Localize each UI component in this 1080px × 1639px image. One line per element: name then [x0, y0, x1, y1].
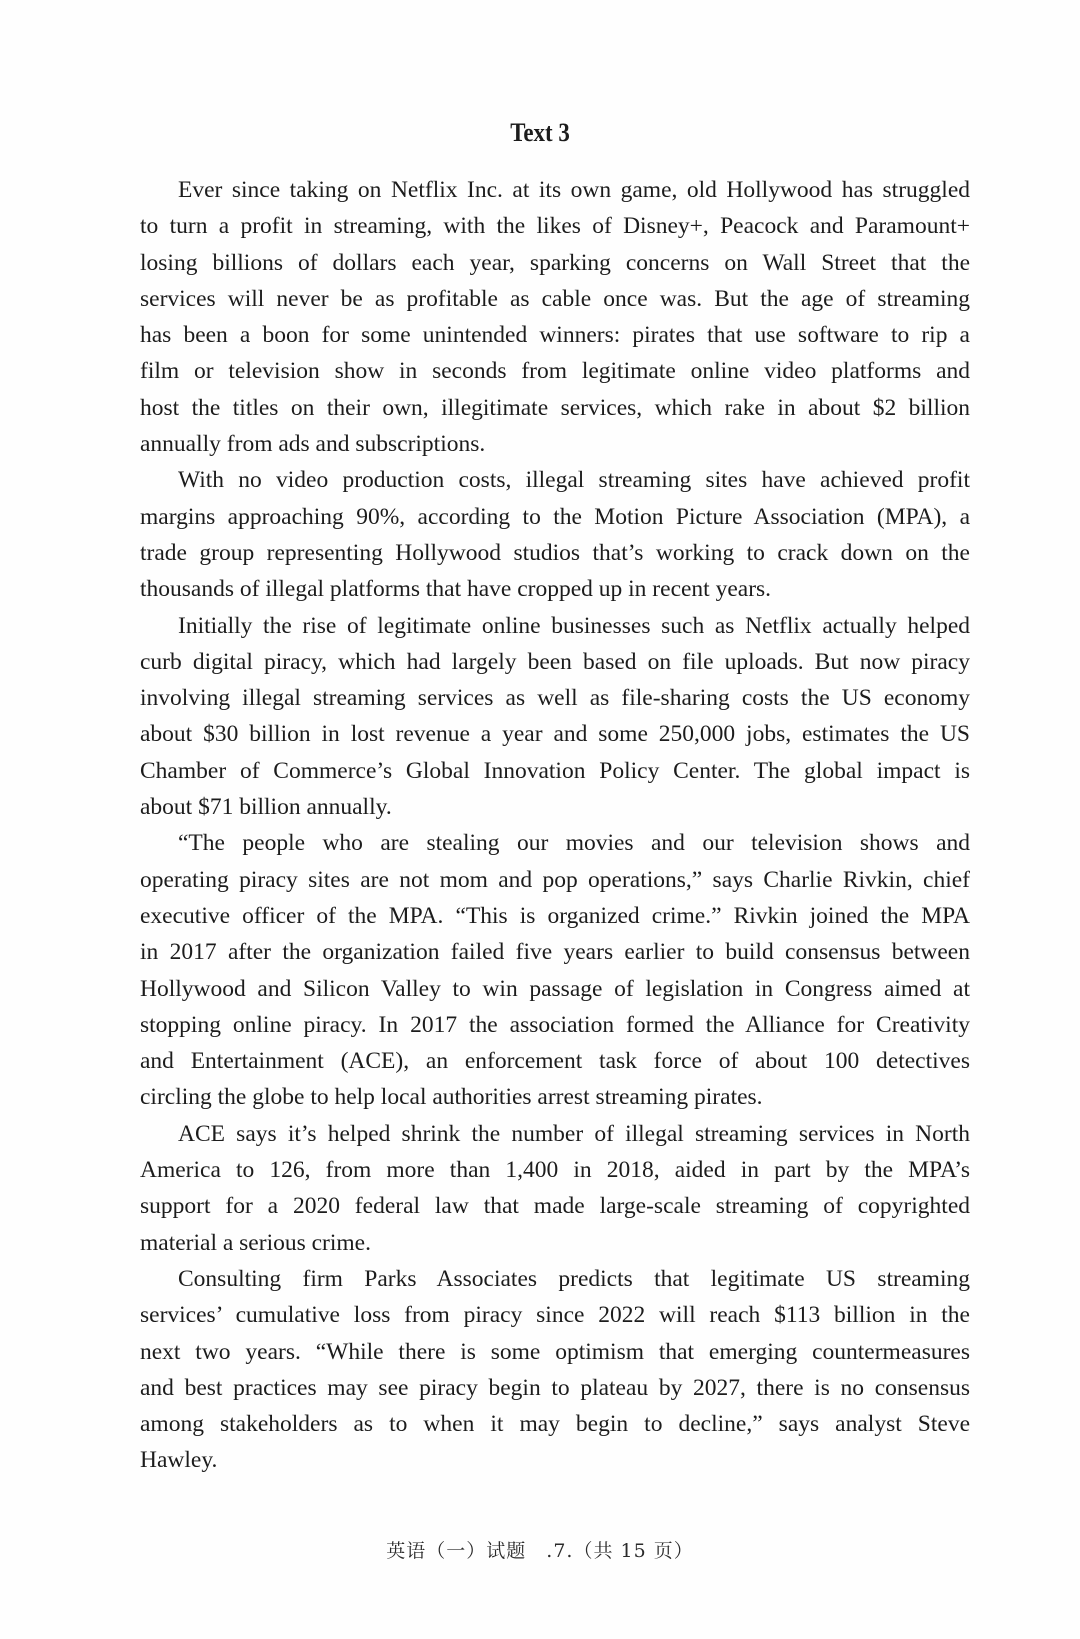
paragraph-line: curb digital piracy, which had largely been based on file uploads. But now piracy [140, 648, 970, 675]
section-title: Text 3 [510, 118, 570, 147]
paragraph-line: services’ cumulative loss from piracy since 2022 will reach $113 billion in the [140, 1302, 970, 1329]
paragraph [140, 1116, 970, 1261]
paragraph [140, 172, 970, 462]
paragraph-line: about $30 billion in lost revenue a year and some 250,000 jobs, estimates the US [140, 721, 970, 748]
paragraph-line: next two years. “While there is some optimism that emerging countermeasures [140, 1338, 970, 1365]
paragraph-line: support for a 2020 federal law that made large-scale streaming of copyrighted [140, 1193, 970, 1220]
paragraph-line: annually from ads and subscriptions. [140, 431, 486, 458]
paragraph-line: film or television show in seconds from legitimate online video platforms and [140, 358, 970, 385]
paragraph-line: stopping online piracy. In 2017 the association formed the Alliance for Creativity [140, 1011, 970, 1038]
paragraph-line: circling the globe to help local authorities arrest streaming pirates. [140, 1084, 763, 1111]
paragraph-line: has been a boon for some unintended winners: pirates that use software to rip a [140, 322, 970, 349]
paragraph-line: America to 126, from more than 1,400 in 2018, aided in part by the MPA’s [140, 1157, 970, 1184]
paragraph [140, 1261, 970, 1479]
paragraph-line: Initially the rise of legitimate online businesses such as Netflix actually helped [178, 612, 970, 639]
paragraph-line: margins approaching 90%, according to the Motion Picture Association (MPA), a [140, 503, 970, 530]
paragraph-line: and Entertainment (ACE), an enforcement task force of about 100 detectives [140, 1048, 970, 1075]
paragraph-line: “The people who are stealing our movies and our television shows and [178, 830, 970, 857]
paragraph-line: Chamber of Commerce’s Global Innovation Policy Center. The global impact is [140, 757, 970, 784]
paragraph-line: to turn a profit in streaming, with the likes of Disney+, Peacock and Paramount+ [140, 213, 970, 240]
paragraph-line: about $71 billion annually. [140, 794, 392, 821]
paragraph-line: With no video production costs, illegal streaming sites have achieved profit [178, 467, 970, 494]
paragraph-line: Hawley. [140, 1447, 218, 1474]
paragraph-line: host the titles on their own, illegitimate services, which rake in about $2 billion [140, 394, 970, 421]
paragraph-line: trade group representing Hollywood studios that’s working to crack down on the [140, 539, 970, 566]
paragraph-line: Consulting firm Parks Associates predicts that legitimate US streaming [178, 1265, 970, 1292]
paragraph [140, 825, 970, 1115]
paragraph-line: executive officer of the MPA. “This is organized crime.” Rivkin joined the MPA [140, 902, 970, 929]
paragraph-line: involving illegal streaming services as well as file-sharing costs the US economy [140, 685, 970, 712]
paragraph-line: Ever since taking on Netflix Inc. at its own game, old Hollywood has struggled [178, 177, 970, 203]
paragraph-line: material a serious crime. [140, 1229, 371, 1256]
paragraph-line: services will never be as profitable as cable once was. But the age of streaming [140, 285, 970, 312]
paragraph-line: thousands of illegal platforms that have cropped up in recent years. [140, 576, 772, 603]
paragraph-line: Hollywood and Silicon Valley to win passage of legislation in Congress aimed at [140, 975, 970, 1002]
paragraph-line: in 2017 after the organization failed five years earlier to build consensus between [140, 939, 970, 966]
paragraph [140, 462, 970, 607]
passage-body [140, 172, 970, 1479]
paragraph-line: losing billions of dollars each year, sparking concerns on Wall Street that the [140, 249, 970, 276]
paragraph-line: among stakeholders as to when it may begin to decline,” says analyst Steve [140, 1411, 970, 1438]
paragraph-line: ACE says it’s helped shrink the number of illegal streaming services in North [178, 1120, 970, 1147]
paragraph-line: operating piracy sites are not mom and pop operations,” says Charlie Rivkin, chief [140, 866, 970, 893]
paragraph [140, 608, 970, 826]
paragraph-line: and best practices may see piracy begin to plateau by 2027, there is no consensus [140, 1374, 970, 1401]
page-footer: 英语（一）试题 .7.（共 15 页） [386, 1540, 694, 1562]
